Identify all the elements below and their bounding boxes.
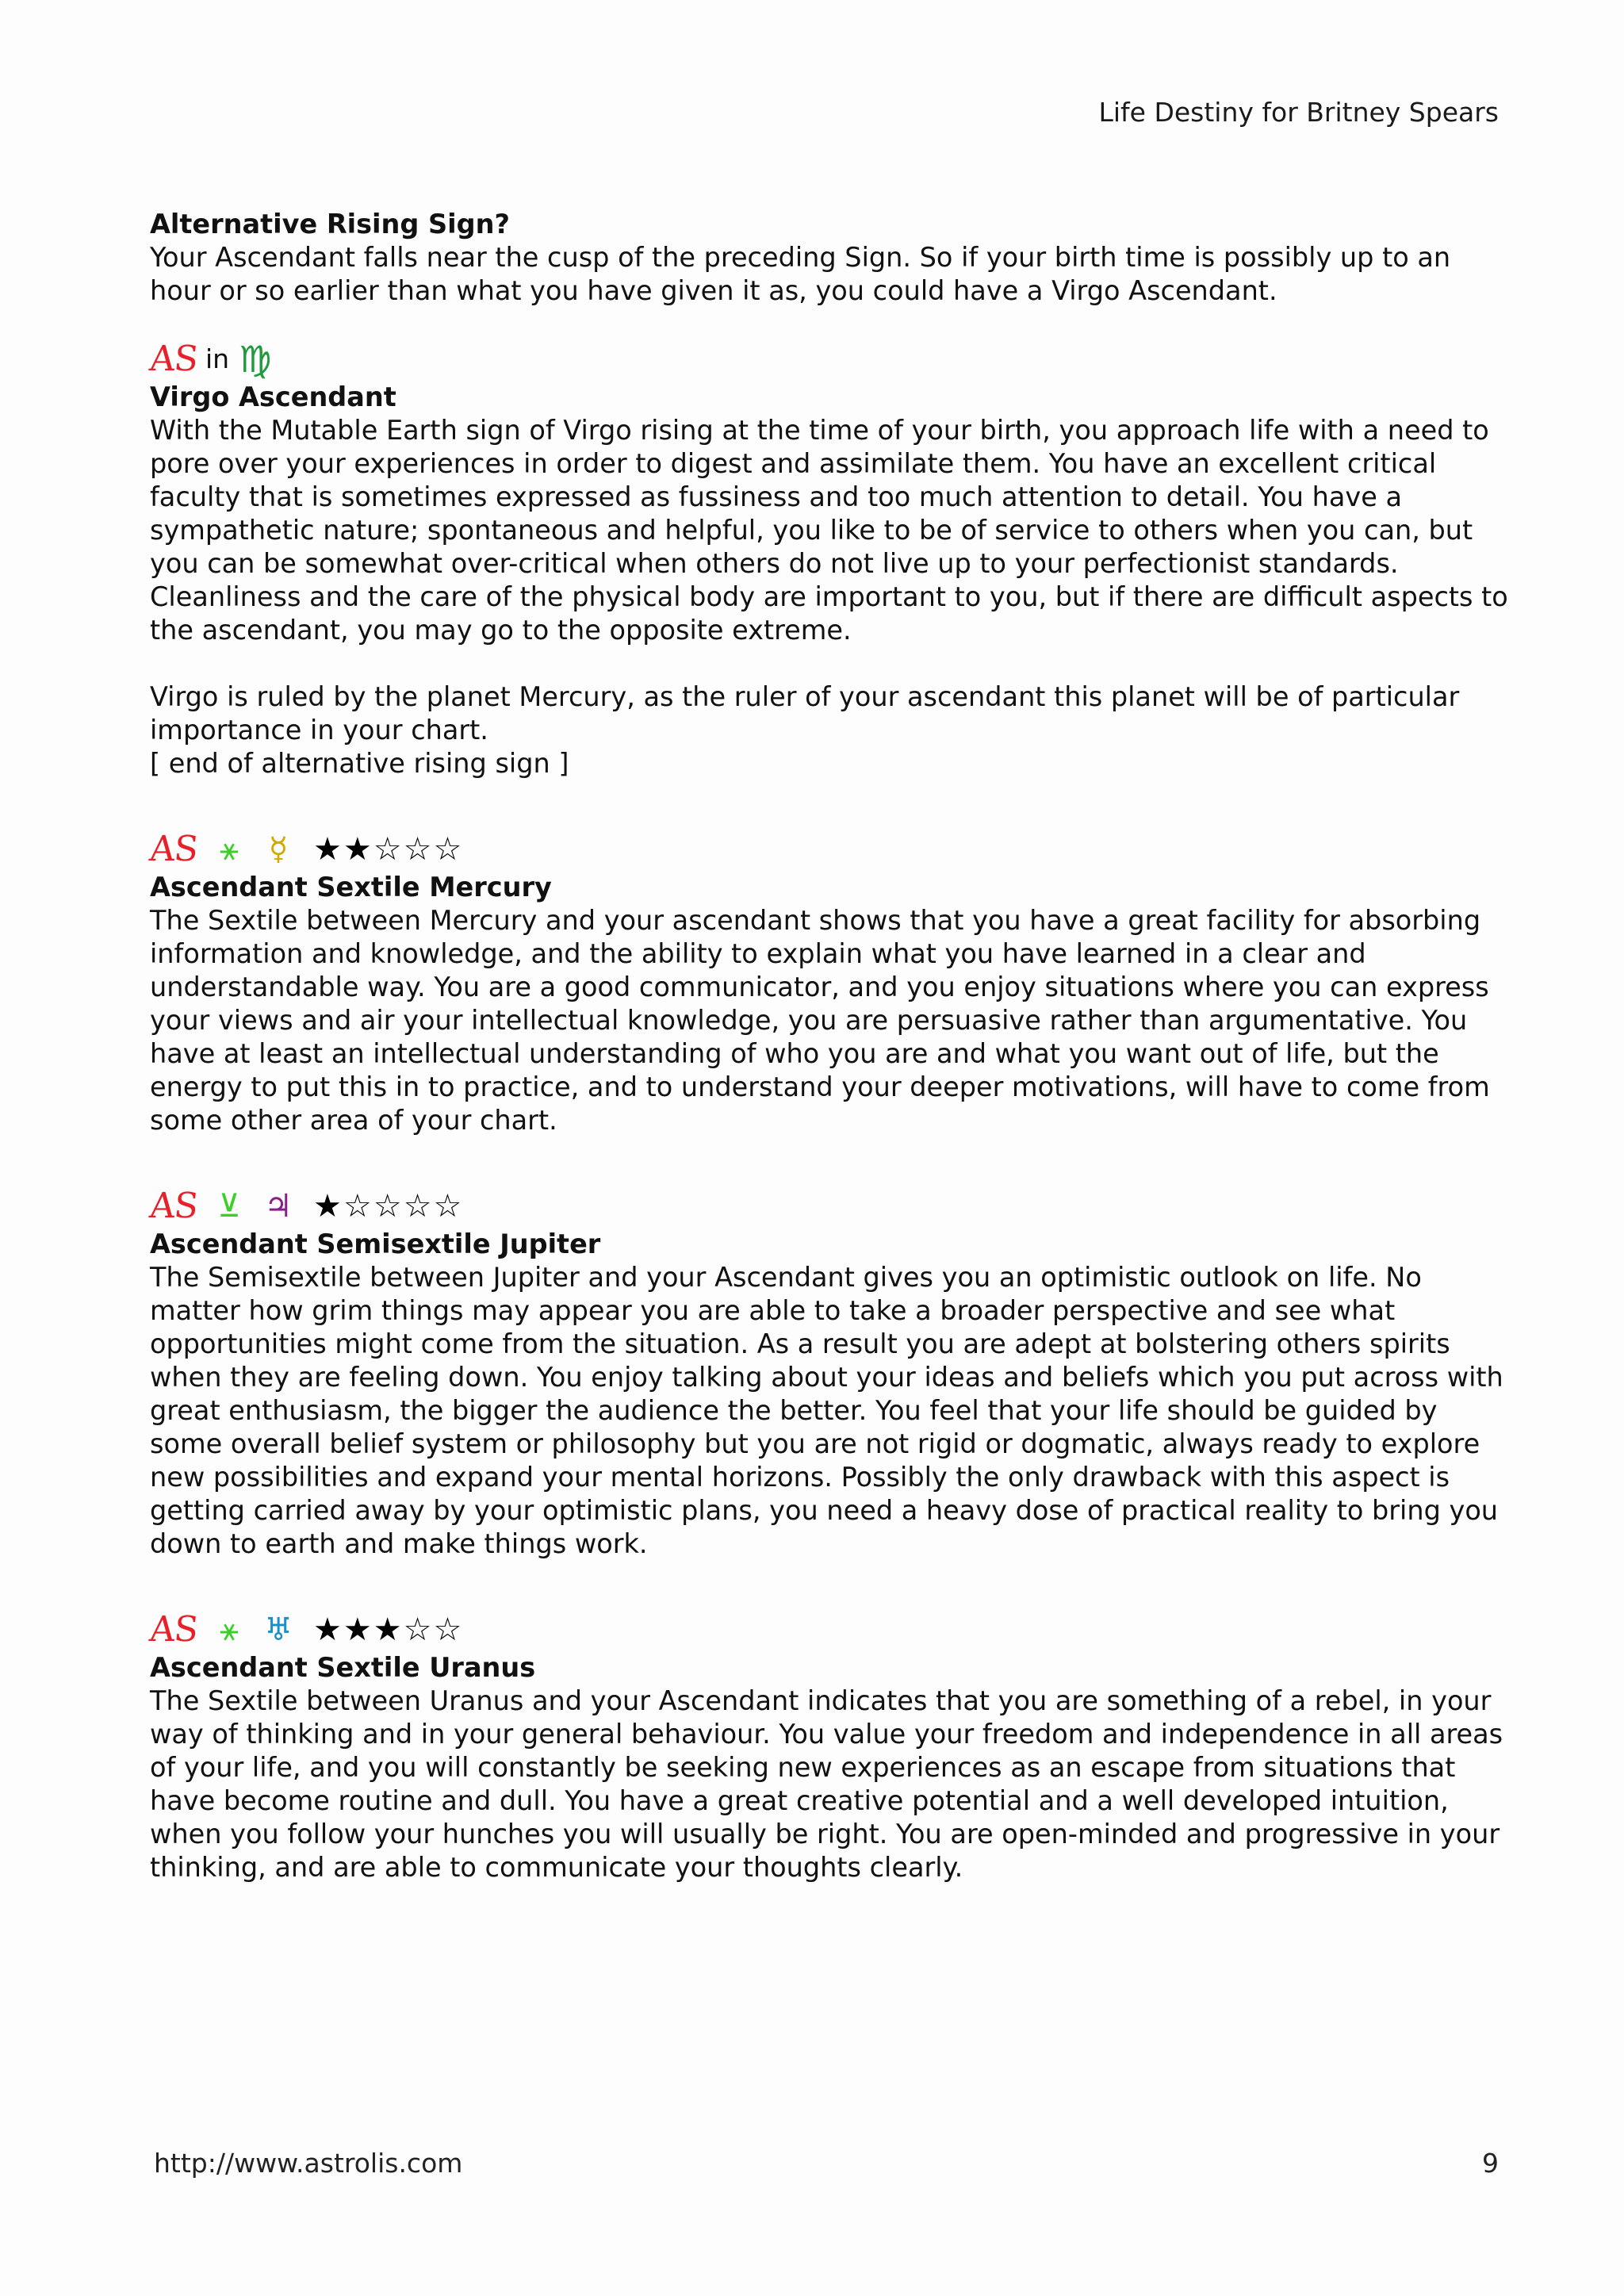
sextile-icon: ⚹ bbox=[220, 1612, 239, 1648]
aspect-body: The Sextile between Mercury and your ascendant shows that you have a great facility for absorbing information and knowledge, and the ability to explain what you have learned in a clear and understandable way. You are a good communicator, and you enjoy situations where you can express your views and air your intellectual knowledge, you are persuasive rather than argumentative. You have at least an intellectual understanding of who you are and what you want out of life, but the energy to put this in to practice, and to understand your deeper motivations, will have to come from some other area of your chart. bbox=[150, 905, 1490, 1136]
page-number: 9 bbox=[1482, 2148, 1499, 2179]
aspect-symbol-row-uranus bbox=[147, 1602, 1514, 1651]
aspect-heading: Ascendant Semisextile Jupiter bbox=[150, 1228, 601, 1259]
ascendant-glyph-icon: AS bbox=[147, 339, 200, 379]
semisextile-icon: ⊻ bbox=[217, 1188, 241, 1225]
in-word: in bbox=[205, 343, 230, 374]
sextile-icon: ⚹ bbox=[220, 831, 239, 868]
virgo-body-2: Virgo is ruled by the planet Mercury, as the ruler of your ascendant this planet will be of particular importance in your chart. bbox=[150, 681, 1460, 746]
aspect-heading: Ascendant Sextile Mercury bbox=[150, 872, 552, 903]
aspect-symbol-row-jupiter bbox=[147, 1179, 1514, 1228]
aspect-symbol-row-mercury bbox=[147, 822, 1514, 871]
rating-stars: ★★★☆☆ bbox=[313, 1612, 464, 1648]
rating-stars: ★★☆☆☆ bbox=[313, 831, 464, 868]
jupiter-icon: ♃ bbox=[264, 1188, 293, 1225]
ascendant-glyph-icon: AS bbox=[147, 1186, 200, 1226]
aspect-body: The Sextile between Uranus and your Ascendant indicates that you are something of a rebel, in your way of thinking and in your general behaviour. You value your freedom and independence in all areas of your life, and you will constantly be seeking new experiences as an escape from situations that have become routine and dull. You have a great creative potential and a well developed intuition, when you follow your hunches you will usually be right. You are open-minded and progressive in your thinking, and are able to communicate your thoughts clearly. bbox=[150, 1685, 1503, 1883]
virgo-end-note: [ end of alternative rising sign ] bbox=[150, 748, 569, 779]
virgo-sign-icon: ♍ bbox=[239, 338, 272, 381]
footer-website-link[interactable]: http://www.astrolis.com bbox=[154, 2148, 463, 2179]
uranus-icon: ♅ bbox=[264, 1612, 293, 1648]
virgo-symbol-row bbox=[147, 332, 1514, 381]
rating-stars: ★☆☆☆☆ bbox=[313, 1188, 464, 1225]
ascendant-glyph-icon: AS bbox=[147, 829, 200, 869]
ascendant-glyph-icon: AS bbox=[147, 1609, 200, 1650]
page-content bbox=[147, 208, 1514, 1884]
virgo-body-1: With the Mutable Earth sign of Virgo rising at the time of your birth, you approach life with a need to pore over your experiences in order to digest and assimilate them. You have an excellent critical faculty that is sometimes expressed as fussiness and too much attention to detail. You have a sympathetic nature; spontaneous and helpful, you like to be of service to others when you can, but you can be somewhat over-critical when others do not live up to your perfectionist standards. Cleanliness and the care of the physical body are important to you, but if there are difficult aspects to the ascendant, you may go to the opposite extreme. bbox=[150, 415, 1508, 646]
alt-rising-body: Your Ascendant falls near the cusp of the preceding Sign. So if your birth time is possibly up to an hour or so earlier than what you have given it as, you could have a Virgo Ascendant. bbox=[150, 242, 1451, 306]
virgo-heading: Virgo Ascendant bbox=[150, 381, 396, 412]
aspect-heading: Ascendant Sextile Uranus bbox=[150, 1652, 536, 1683]
page-header-title: Life Destiny for Britney Spears bbox=[1098, 97, 1499, 128]
alt-rising-heading: Alternative Rising Sign? bbox=[150, 209, 510, 240]
mercury-icon: ☿ bbox=[268, 831, 289, 868]
aspect-body: The Semisextile between Jupiter and your Ascendant gives you an optimistic outlook on life. No matter how grim things may appear you are able to take a broader perspective and see what opportunities might come from the situation. As a result you are adept at bolstering others spirits when they are feeling down. You enjoy talking about your ideas and beliefs which you put across with great enthusiasm, the bigger the audience the better. You feel that your life should be guided by some overall belief system or philosophy but you are not rigid or dogmatic, always ready to explore new possibilities and expand your mental horizons. Possibly the only drawback with this aspect is getting carried away by your optimistic plans, you need a heavy dose of practical reality to bring you down to earth and make things work. bbox=[150, 1262, 1503, 1559]
